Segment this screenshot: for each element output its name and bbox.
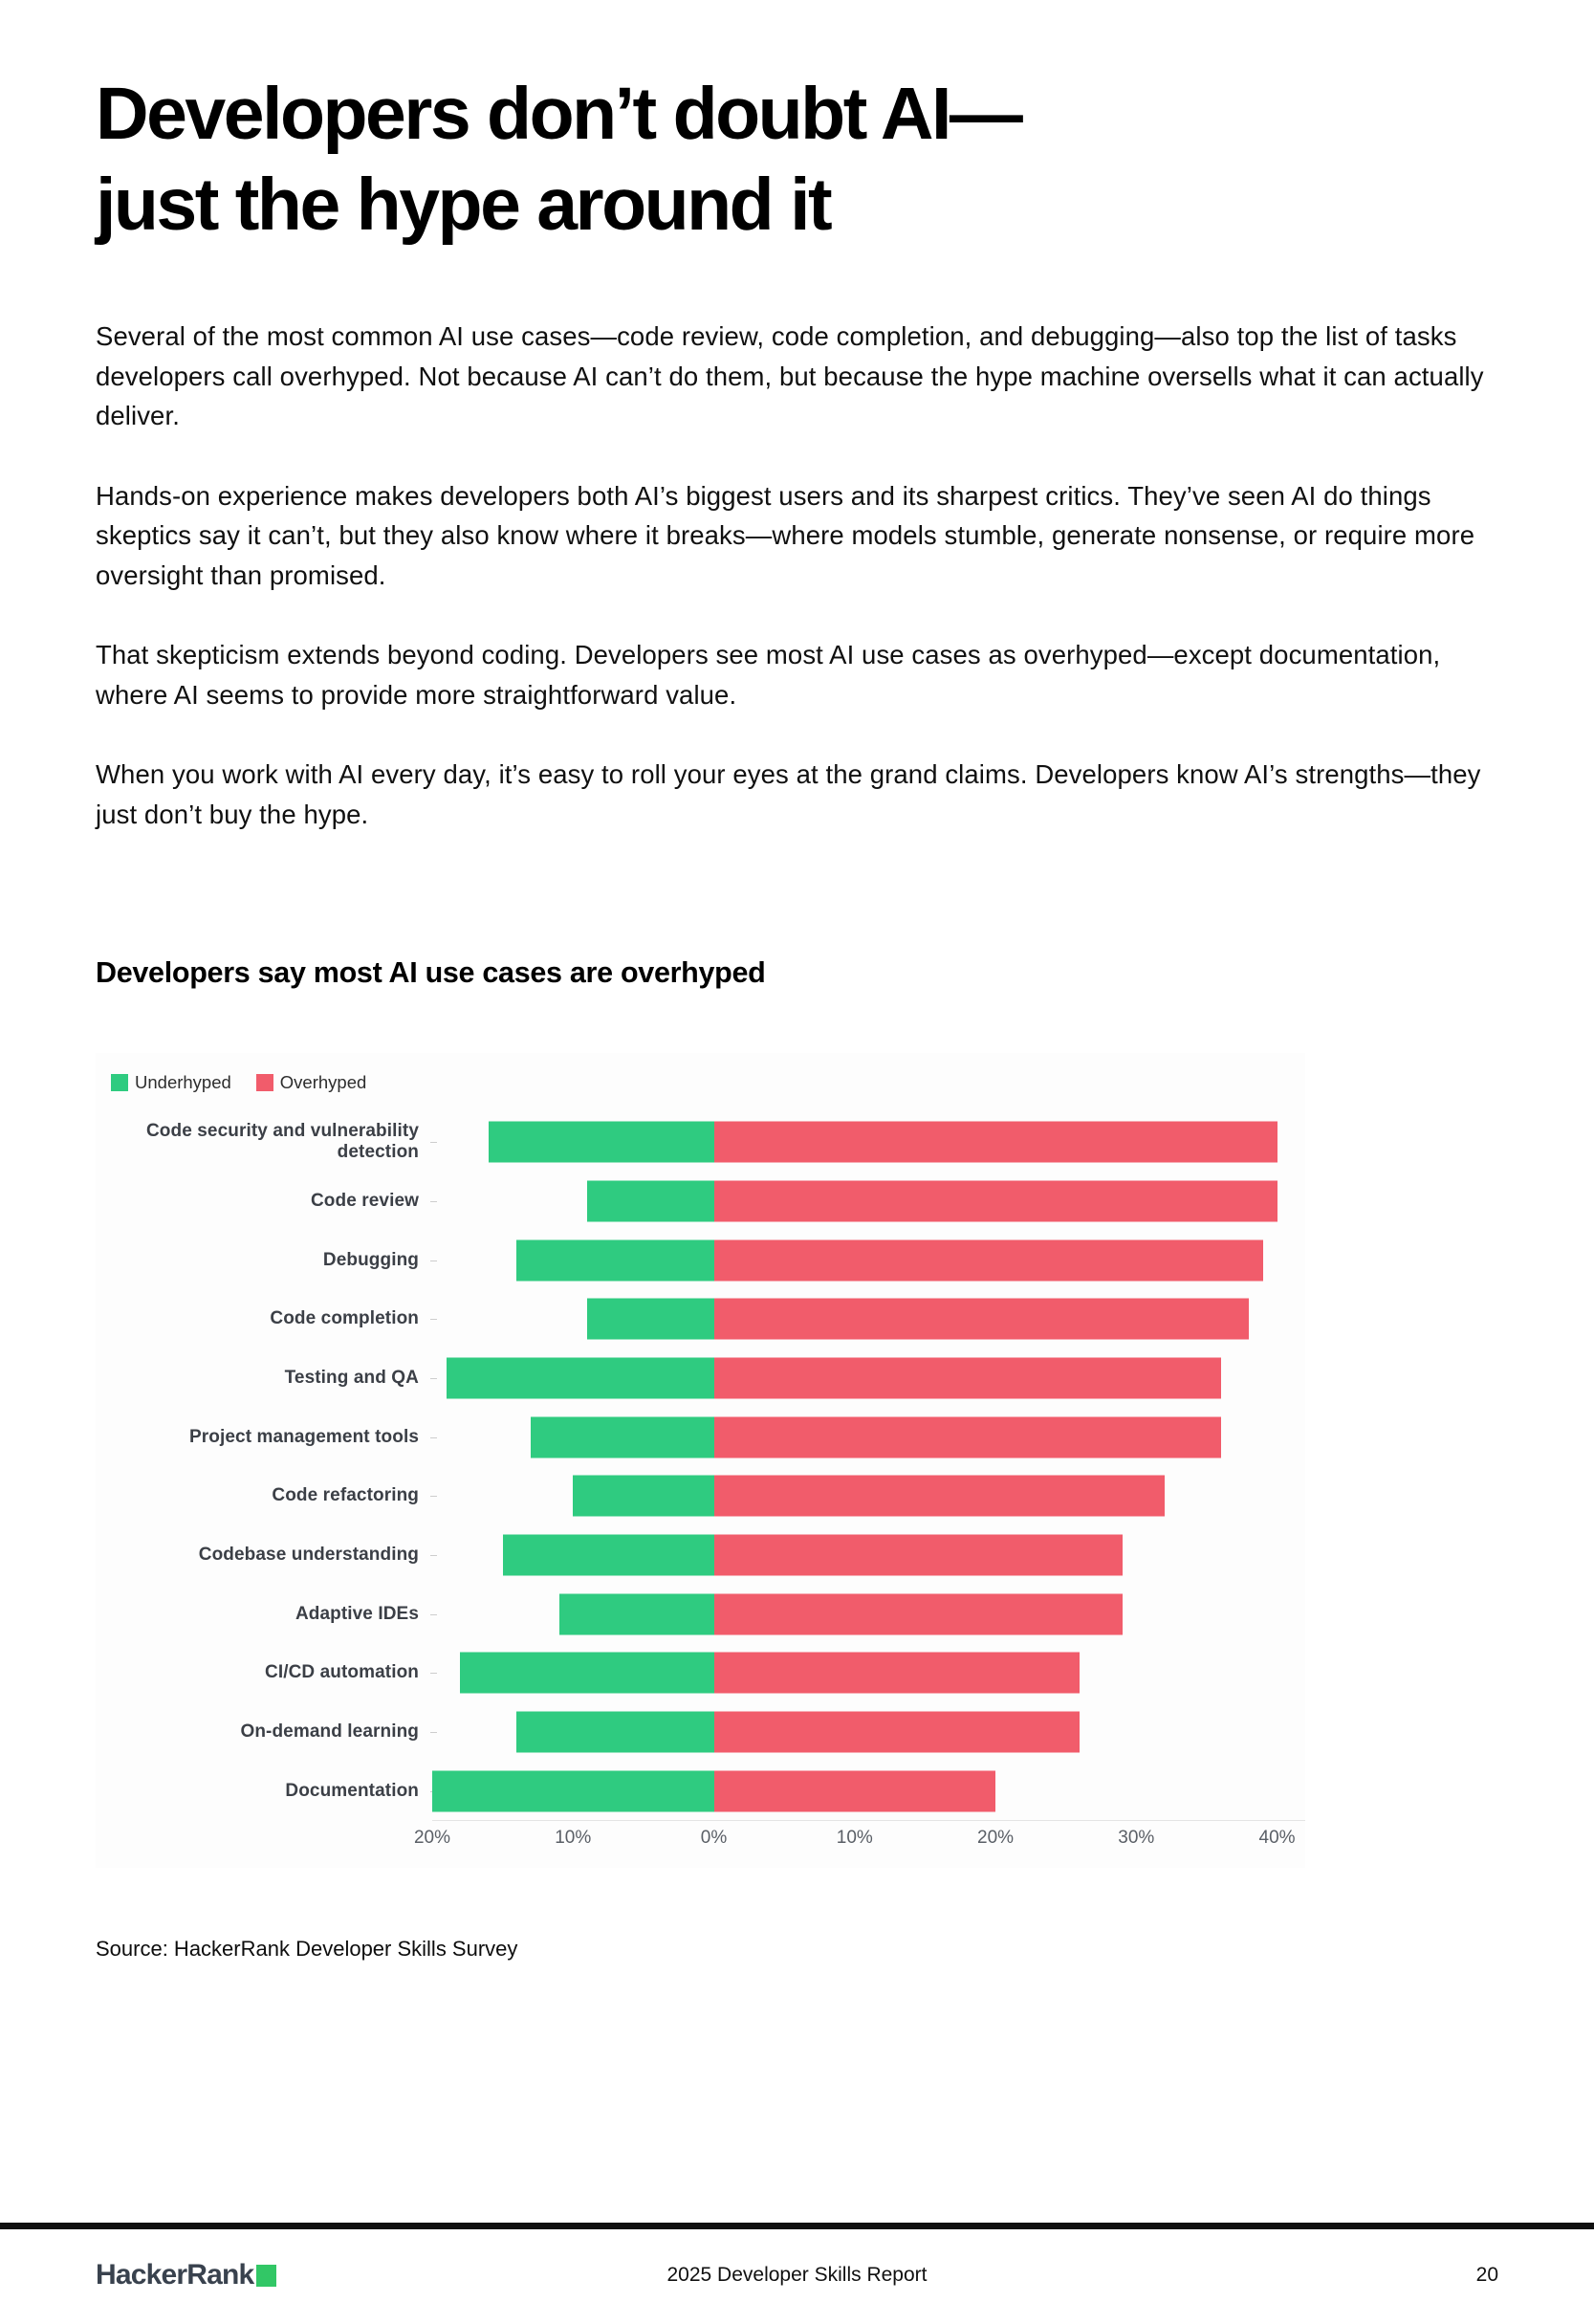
underhyped-bar (516, 1711, 713, 1752)
category-tick (430, 1201, 437, 1202)
page-title-line-2: just the hype around it (96, 163, 831, 246)
overhyped-bar (714, 1239, 1263, 1281)
row-plot-area (432, 1762, 1305, 1821)
paragraph: Hands-on experience makes developers both AI’s biggest users and its sharpest critics. They’ve seen AI do things skeptics say it can’t, but they also know where it breaks—where models stumble, generate nonsense, or require more oversight than promised. (96, 480, 1475, 590)
chart-row (96, 1585, 1305, 1644)
row-plot-area (432, 1348, 1305, 1408)
row-plot-area (432, 1525, 1305, 1585)
overhyped-bar (714, 1476, 1165, 1517)
source-note: Source: HackerRank Developer Skills Survey (96, 1937, 518, 1962)
chart-row (96, 1525, 1305, 1585)
chart-row (96, 1112, 1305, 1172)
legend-swatch-icon (256, 1074, 273, 1091)
underhyped-bar (432, 1770, 714, 1811)
category-tick (430, 1732, 437, 1733)
axis-tick-label: 20% (977, 1828, 1015, 1849)
x-axis-line (432, 1820, 1305, 1821)
category-label: Project management tools (189, 1426, 419, 1447)
chart-row (96, 1172, 1305, 1231)
axis-tick-label: 40% (1258, 1828, 1296, 1849)
category-label: CI/CD automation (265, 1662, 419, 1683)
overhyped-bar (714, 1122, 1277, 1163)
underhyped-bar (460, 1653, 713, 1694)
underhyped-bar (516, 1239, 713, 1281)
intro-text (96, 317, 1496, 834)
row-plot-area (432, 1231, 1305, 1290)
category-label: Documentation (285, 1780, 419, 1801)
chart-heading: Developers say most AI use cases are overhyped (96, 956, 766, 990)
category-label: Code refactoring (272, 1485, 419, 1506)
row-plot-area (432, 1408, 1305, 1467)
footer-page-number: 20 (1475, 2264, 1498, 2286)
category-label: Debugging (322, 1249, 419, 1270)
overhyped-bar (714, 1593, 1123, 1634)
legend-item-underhyped (111, 1072, 231, 1093)
category-label: Code completion (270, 1308, 419, 1329)
chart-row (96, 1289, 1305, 1348)
category-label: Testing and QA (284, 1367, 419, 1388)
category-label: On-demand learning (240, 1721, 419, 1742)
hackerrank-logo-text: HackerRank (96, 2259, 254, 2291)
overhyped-bar (714, 1653, 1081, 1694)
overhyped-bar (714, 1180, 1277, 1221)
footer-rule (0, 2223, 1594, 2229)
chart-row (96, 1702, 1305, 1762)
overhyped-bar (714, 1711, 1081, 1752)
chart-row (96, 1408, 1305, 1467)
paragraph: When you work with AI every day, it’s easy to roll your eyes at the grand claims. Developers know AI’s strengths—they just don’t buy the hype. (96, 759, 1481, 829)
row-plot-area (432, 1112, 1305, 1172)
underhyped-bar (531, 1416, 713, 1458)
category-tick (430, 1437, 437, 1438)
category-tick (430, 1496, 437, 1497)
row-plot-area (432, 1643, 1305, 1702)
category-tick (430, 1142, 437, 1143)
footer (96, 2253, 1498, 2297)
category-label: Code review (310, 1190, 419, 1211)
category-tick (430, 1614, 437, 1615)
paragraph: That skepticism extends beyond coding. Developers see most AI use cases as overhyped—except documentation, where AI seems to provide more straightforward value. (96, 640, 1441, 710)
category-tick (430, 1555, 437, 1556)
legend-label: Underhyped (135, 1072, 231, 1093)
overhyped-bar (714, 1416, 1221, 1458)
axis-tick-label: 10% (555, 1828, 592, 1849)
underhyped-bar (559, 1593, 714, 1634)
axis-tick-label: 30% (1118, 1828, 1155, 1849)
underhyped-bar (503, 1534, 714, 1575)
chart-row (96, 1348, 1305, 1408)
axis-tick-label: 10% (836, 1828, 873, 1849)
row-plot-area (432, 1466, 1305, 1525)
category-tick (430, 1319, 437, 1320)
legend-item-overhyped (256, 1072, 367, 1093)
category-label: Adaptive IDEs (295, 1603, 419, 1624)
chart-row (96, 1762, 1305, 1821)
chart-row (96, 1231, 1305, 1290)
underhyped-bar (447, 1357, 714, 1398)
report-page (0, 69, 1594, 1962)
overhyped-bar (714, 1357, 1221, 1398)
paragraph: Several of the most common AI use cases—code review, code completion, and debugging—also top the list of tasks developers call overhyped. Not because AI can’t do them, but because the hype machine oversells what it can actually deliver. (96, 321, 1484, 431)
hackerrank-logo (96, 2259, 276, 2291)
x-axis-labels (413, 1828, 1305, 1854)
category-tick (430, 1673, 437, 1674)
row-plot-area (432, 1172, 1305, 1231)
underhyped-bar (573, 1476, 713, 1517)
category-label: Code security and vulnerability detection (145, 1121, 419, 1163)
axis-tick-label: 20% (413, 1828, 451, 1849)
legend-label: Overhyped (279, 1072, 367, 1093)
overhyped-bar (714, 1299, 1250, 1340)
overhyped-bar (714, 1770, 996, 1811)
page-title (96, 69, 1498, 250)
chart-row (96, 1466, 1305, 1525)
chart-row (96, 1643, 1305, 1702)
underhyped-bar (489, 1122, 714, 1163)
diverging-bar-chart (96, 1053, 1305, 1868)
legend-swatch-icon (111, 1074, 128, 1091)
footer-report-title: 2025 Developer Skills Report (666, 2264, 928, 2286)
chart-rows (96, 1112, 1305, 1820)
chart-legend (111, 1072, 366, 1093)
overhyped-bar (714, 1534, 1123, 1575)
row-plot-area (432, 1702, 1305, 1762)
underhyped-bar (587, 1299, 714, 1340)
page-title-line-1: Developers don’t doubt AI— (96, 73, 1021, 155)
underhyped-bar (587, 1180, 714, 1221)
category-tick (430, 1378, 437, 1379)
row-plot-area (432, 1585, 1305, 1644)
category-label: Codebase understanding (198, 1544, 419, 1565)
axis-tick-label: 0% (700, 1828, 728, 1849)
row-plot-area (432, 1289, 1305, 1348)
hackerrank-logo-square-icon (256, 2265, 276, 2287)
